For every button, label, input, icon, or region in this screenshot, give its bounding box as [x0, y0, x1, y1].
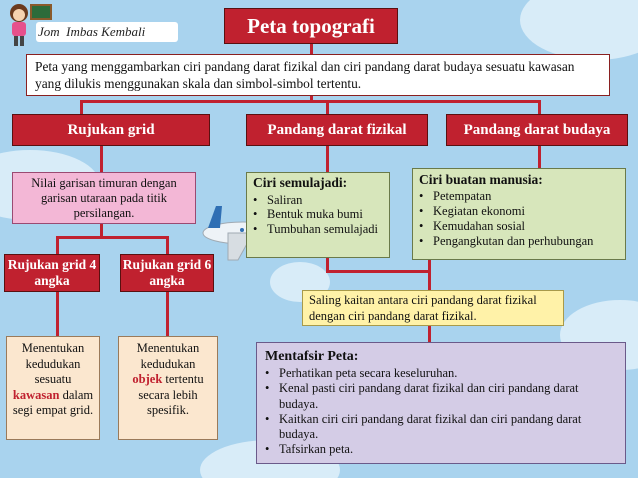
interpret-step-item: • Perhatikan peta secara keseluruhan. — [265, 366, 617, 381]
connector-line — [310, 44, 313, 54]
grid-6-figure-box — [120, 254, 214, 292]
interpret-map-steps — [265, 366, 617, 457]
branch-pandang-darat-fizikal — [246, 114, 428, 146]
page-title — [224, 8, 398, 44]
interpret-step-item: • Tafsirkan peta. — [265, 442, 617, 457]
chalkboard-icon — [30, 4, 52, 20]
section-badge — [36, 22, 178, 42]
section-badge-label: Jom Imbas Kembali — [38, 24, 146, 39]
connector-line — [428, 270, 431, 290]
natural-feature-item: • Saliran — [253, 193, 383, 208]
connector-line — [428, 326, 431, 342]
relation-box — [302, 290, 564, 326]
grid-4-description-keyword: kawasan — [12, 387, 60, 402]
interpret-map-box — [256, 342, 626, 464]
connector-line — [166, 236, 169, 254]
grid-note-box — [12, 172, 196, 224]
interpret-step-item: • Kaitkan ciri ciri pandang darat fizikal dan ciri pandang darat budaya. — [265, 412, 617, 442]
connector-line — [100, 146, 103, 172]
branch-pandang-darat-fizikal-label: Pandang darat fizikal — [267, 122, 407, 138]
manmade-feature-item: • Pengangkutan dan perhubungan — [419, 234, 619, 249]
relation-text: Saling kaitan antara ciri pandang darat fizikal dengan ciri pandang darat fizikal. — [309, 293, 537, 323]
natural-features-title: Ciri semulajadi: — [253, 175, 348, 190]
branch-rujukan-grid — [12, 114, 210, 146]
connector-line — [538, 146, 541, 168]
connector-line — [326, 100, 329, 114]
connector-line — [326, 146, 329, 172]
connector-line — [56, 236, 168, 239]
manmade-features-title: Ciri buatan manusia: — [419, 172, 543, 187]
grid-6-description-pre: Menentukan kedudukan — [136, 341, 200, 371]
definition-text: Peta yang menggambarkan ciri pandang darat fizikal dan ciri pandang darat budaya sesuatu kawasan yang dilukis menggunakan skala dan simbol-simbol tertentu. — [35, 59, 575, 91]
manmade-feature-item: • Petempatan — [419, 189, 619, 204]
natural-features-box — [246, 172, 390, 258]
grid-6-description-post: tertentu secara lebih spesifik. — [138, 372, 204, 417]
branch-pandang-darat-budaya-label: Pandang darat budaya — [463, 122, 611, 138]
background-cloud — [520, 0, 638, 60]
grid-4-description-post: dalam segi empat grid. — [12, 387, 94, 417]
connector-line — [56, 292, 59, 336]
definition-box — [26, 54, 610, 96]
connector-line — [538, 100, 541, 114]
grid-6-description-keyword: objek — [132, 372, 163, 386]
connector-line — [56, 236, 59, 254]
grid-note-text: Nilai garisan timuran dengan garisan utaraan pada titik persilangan. — [31, 176, 177, 220]
grid-4-figure-label: Rujukan grid 4 angka — [7, 257, 97, 288]
grid-4-figure-box — [4, 254, 100, 292]
connector-line — [326, 270, 431, 273]
branch-pandang-darat-budaya — [446, 114, 628, 146]
connector-line — [80, 100, 83, 114]
connector-line — [166, 292, 169, 336]
manmade-features-list — [419, 189, 619, 249]
natural-feature-item: • Bentuk muka bumi — [253, 207, 383, 222]
manmade-feature-item: • Kegiatan ekonomi — [419, 204, 619, 219]
grid-4-description-box — [6, 336, 100, 440]
grid-6-figure-label: Rujukan grid 6 angka — [122, 257, 212, 288]
page-title-text: Peta topografi — [247, 14, 375, 38]
natural-feature-item: • Tumbuhan semulajadi — [253, 222, 383, 237]
manmade-feature-item: • Kemudahan sosial — [419, 219, 619, 234]
grid-4-description-pre: Menentukan kedudukan sesuatu — [21, 341, 85, 386]
natural-features-list — [253, 193, 383, 237]
connector-line — [80, 100, 540, 103]
manmade-features-box — [412, 168, 626, 260]
interpret-step-item: • Kenal pasti ciri pandang darat fizikal dan ciri pandang darat budaya. — [265, 381, 617, 411]
grid-6-description-box — [118, 336, 218, 440]
branch-rujukan-grid-label: Rujukan grid — [67, 122, 155, 138]
interpret-map-title: Mentafsir Peta: — [265, 349, 359, 364]
